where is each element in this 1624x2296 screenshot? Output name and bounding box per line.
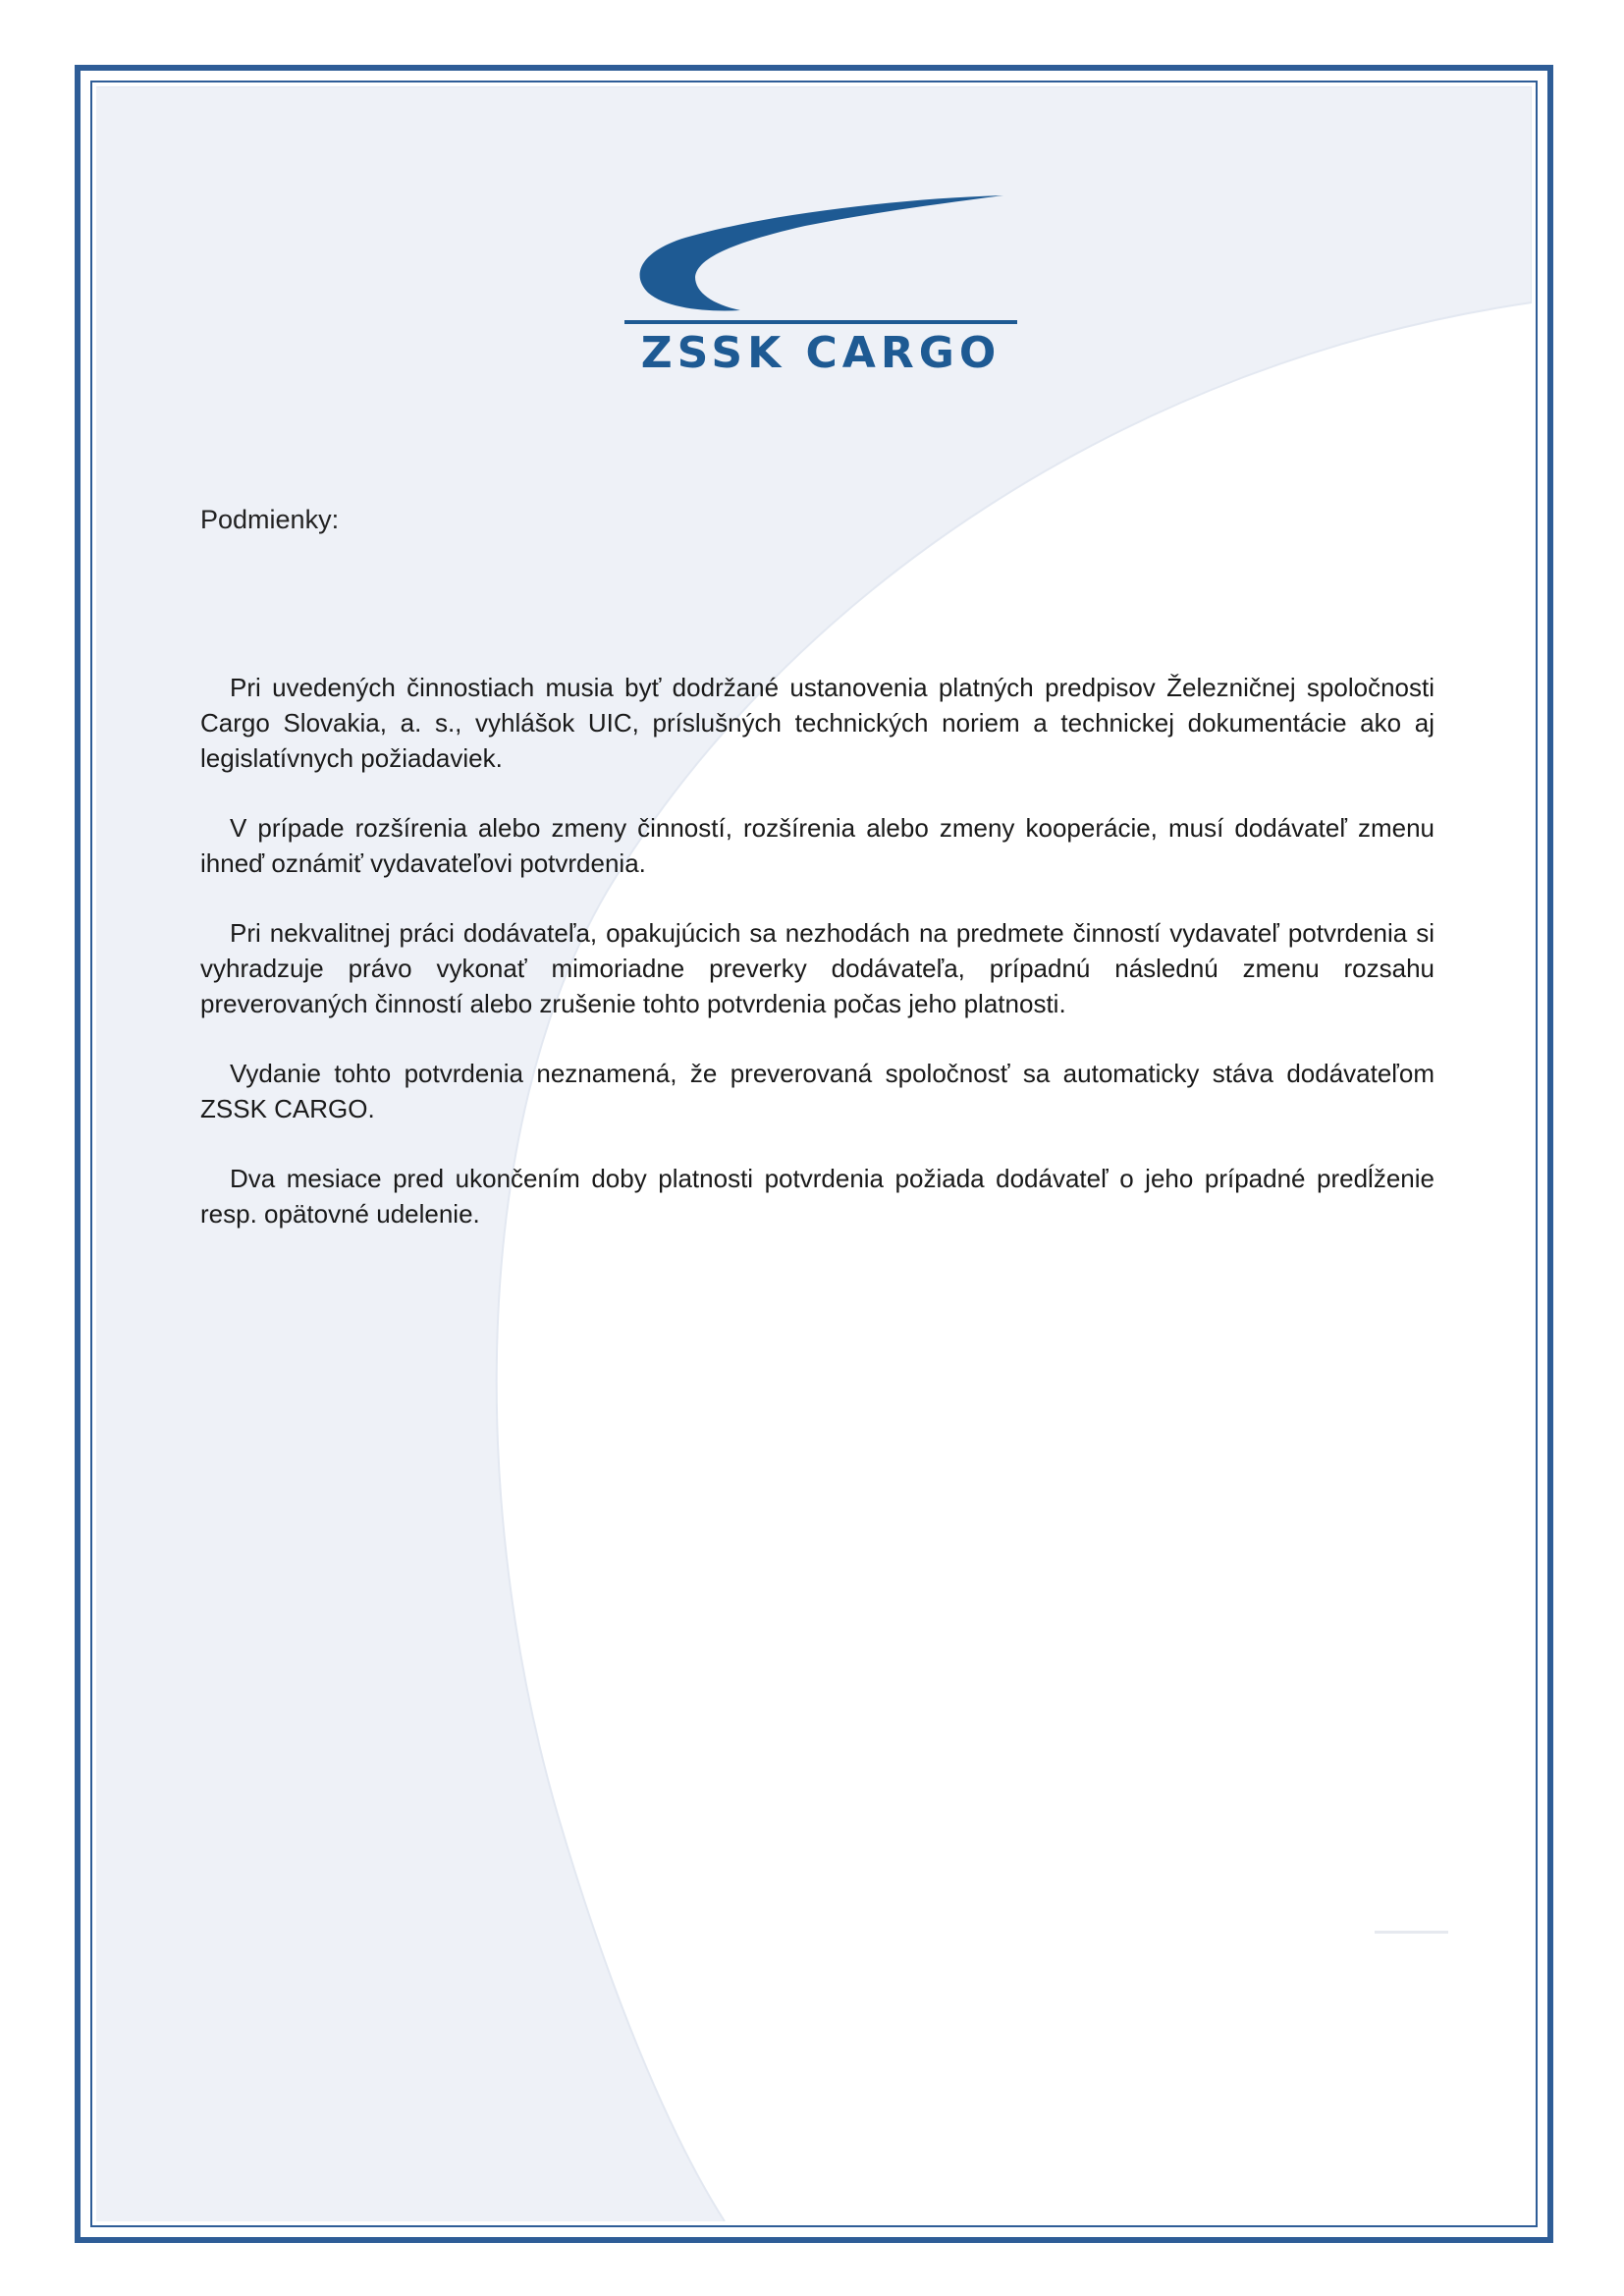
paragraph-not-automatic-supplier: Vydanie tohto potvrdenia neznamená, že preverovaná spoločnosť sa automaticky stáva dodávateľom ZSSK CARGO. <box>200 1059 1435 1123</box>
faint-scan-mark <box>1375 1931 1448 1934</box>
logo-wordmark: ZSSK CARGO <box>640 328 1001 378</box>
paragraph-regulations: Pri uvedených činnostiach musia byť dodržané ustanovenia platných predpisov Železničnej spoločnosti Cargo Slovakia, a. s., vyhlášok UIC, príslušných technických noriem a technickej dokumentácie ako aj legislatívnych požiadaviek. <box>200 673 1435 773</box>
conditions-heading: Podmienky: <box>200 505 340 534</box>
conditions-body <box>200 670 1435 1266</box>
paragraph-change-notice: V prípade rozšírenia alebo zmeny činností, rozšírenia alebo zmeny kooperácie, musí dodávateľ zmenu ihneď oznámiť vydavateľovi potvrdenia. <box>200 813 1435 878</box>
paragraph-extraordinary-audit: Pri nekvalitnej práci dodávateľa, opakujúcich sa nezhodách na predmete činností vydavateľ potvrdenia si vyhradzuje právo vykonať mimoriadne preverky dodávateľa, prípadnú následnú zmenu rozsahu preverovaných činností alebo zrušenie tohto potvrdenia počas jeho platnosti. <box>200 918 1435 1018</box>
paragraph-renewal: Dva mesiace pred ukončením doby platnosti potvrdenia požiada dodávateľ o jeho prípadné predĺženie resp. opätovné udelenie. <box>200 1164 1435 1229</box>
